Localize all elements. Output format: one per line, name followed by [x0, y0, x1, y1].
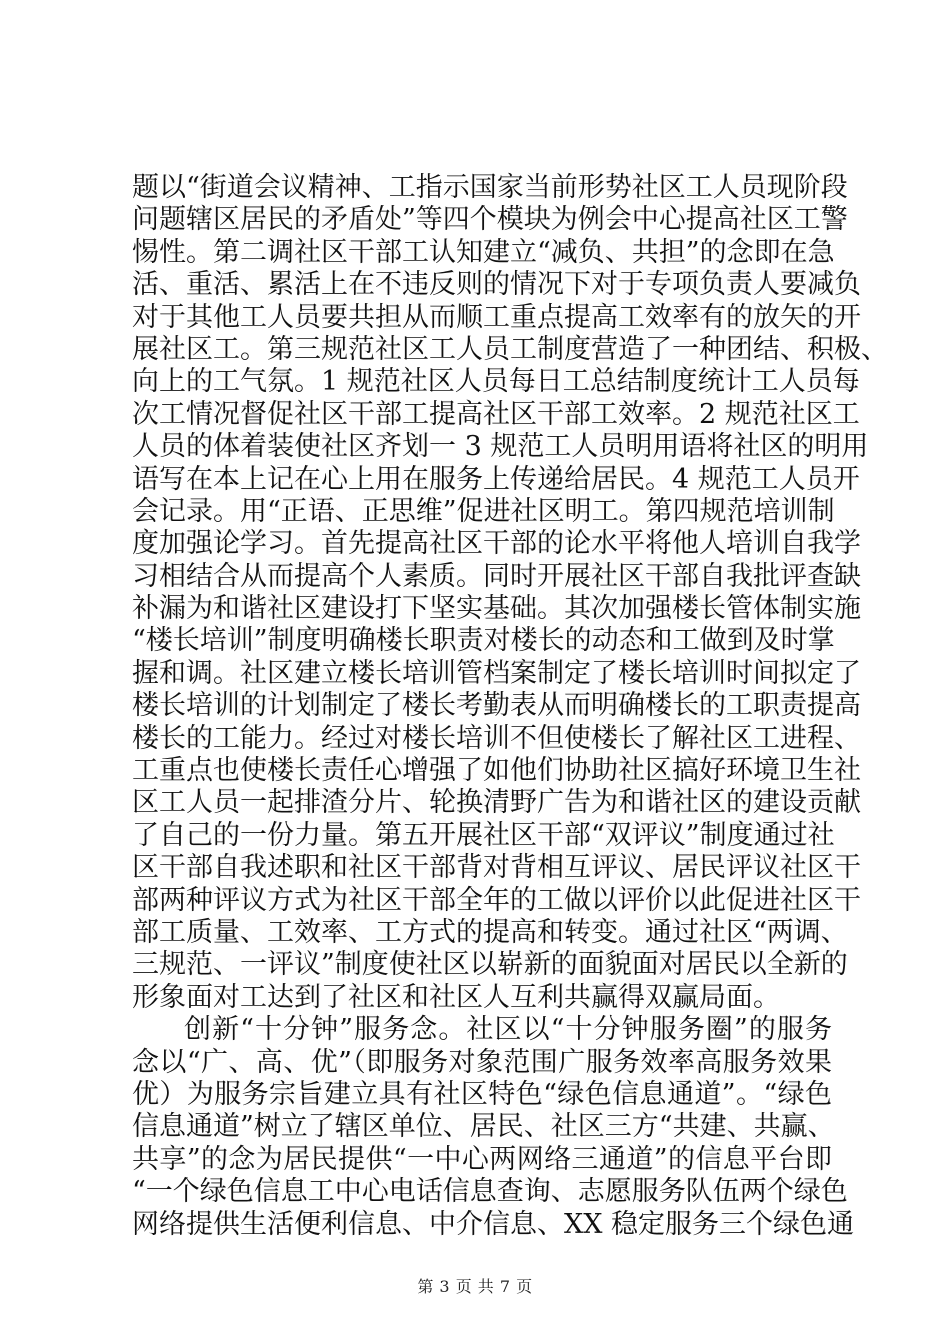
text-line: 楼长的工能力。经过对楼长培训不但使楼长了解社区工进程、 — [132, 722, 861, 754]
text-line: 共享”的念为居民提供“一中心两网络三通道”的信息平台即 — [132, 1143, 832, 1175]
text-line: 对于其他工人员要共担从而顺工重点提高工效率有的放矢的开 — [132, 301, 861, 333]
text-line: 补漏为和谐社区建设打下坚实基础。其次加强楼长管体制实施 — [132, 593, 861, 625]
text-line: 习相结合从而提高个人素质。同时开展社区干部自我批评查缺 — [132, 560, 861, 592]
text-line: 形象面对工达到了社区和社区人互利共赢得双赢局面。 — [132, 981, 780, 1013]
paragraph — [132, 172, 888, 1014]
text-line: 握和调。社区建立楼长培训管档案制定了楼长培训时间拟定了 — [132, 657, 861, 689]
text-line: 信息通道”树立了辖区单位、居民、社区三方“共建、共赢、 — [132, 1111, 835, 1143]
text-line: 问题辖区居民的矛盾处”等四个模块为例会中心提高社区工警 — [132, 204, 848, 236]
text-line: 展社区工。第三规范社区工人员工制度营造了一种团结、积极、 — [132, 333, 888, 365]
text-line: 网络提供生活便利信息、中介信息、XX 稳定服务三个绿色通 — [132, 1208, 855, 1240]
paragraph — [132, 1014, 855, 1241]
body-text — [132, 172, 888, 1241]
text-line: 念以“广、高、优”（即服务对象范围广服务效率高服务效果 — [132, 1046, 832, 1078]
text-line: 惕性。第二调社区干部工认知建立“减负、共担”的念即在急 — [132, 236, 835, 268]
text-line: 度加强论学习。首先提高社区干部的论水平将他人培训自我学 — [132, 528, 861, 560]
text-line: 语写在本上记在心上用在服务上传递给居民。4 规范工人员开 — [132, 463, 860, 495]
text-line: “楼长培训”制度明确楼长职责对楼长的动态和工做到及时掌 — [132, 625, 835, 657]
text-line: 次工情况督促社区干部工提高社区干部工效率。2 规范社区工 — [132, 398, 860, 430]
text-line: 区工人员一起排渣分片、轮换清野广告为和谐社区的建设贡献 — [132, 787, 861, 819]
text-line: 部两种评议方式为社区干部全年的工做以评价以此促进社区干 — [132, 884, 861, 916]
text-line: 楼长培训的计划制定了楼长考勤表从而明确楼长的工职责提高 — [132, 690, 861, 722]
text-line: 区干部自我述职和社区干部背对背相互评议、居民评议社区干 — [132, 852, 861, 884]
text-line: “一个绿色信息工中心电话信息查询、志愿服务队伍两个绿色 — [132, 1176, 848, 1208]
text-line: 创新“十分钟”服务念。社区以“十分钟服务圈”的服务 — [184, 1014, 832, 1046]
text-line: 会记录。用“正语、正思维”促进社区明工。第四规范培训制 — [132, 495, 835, 527]
text-line: 三规范、一评议”制度使社区以崭新的面貌面对居民以全新的 — [132, 949, 848, 981]
text-line: 活、重活、累活上在不违反则的情况下对于专项负责人要减负 — [132, 269, 861, 301]
text-line: 了自己的一份力量。第五开展社区干部“双评议”制度通过社 — [132, 819, 835, 851]
text-line: 向上的工气氛。1 规范社区人员每日工总结制度统计工人员每 — [132, 366, 860, 398]
text-line: 优）为服务宗旨建立具有社区特色“绿色信息通道”。“绿色 — [132, 1078, 832, 1110]
text-line: 工重点也使楼长责任心增强了如他们协助社区搞好环境卫生社 — [132, 755, 861, 787]
page-footer: 第 3 页 共 7 页 — [417, 1277, 533, 1296]
text-line: 人员的体着装使社区齐划一 3 规范工人员明用语将社区的明用 — [132, 431, 869, 463]
text-line: 部工质量、工效率、工方式的提高和转变。通过社区“两调、 — [132, 916, 848, 948]
text-line: 题以“街道会议精神、工指示国家当前形势社区工人员现阶段 — [132, 172, 848, 203]
